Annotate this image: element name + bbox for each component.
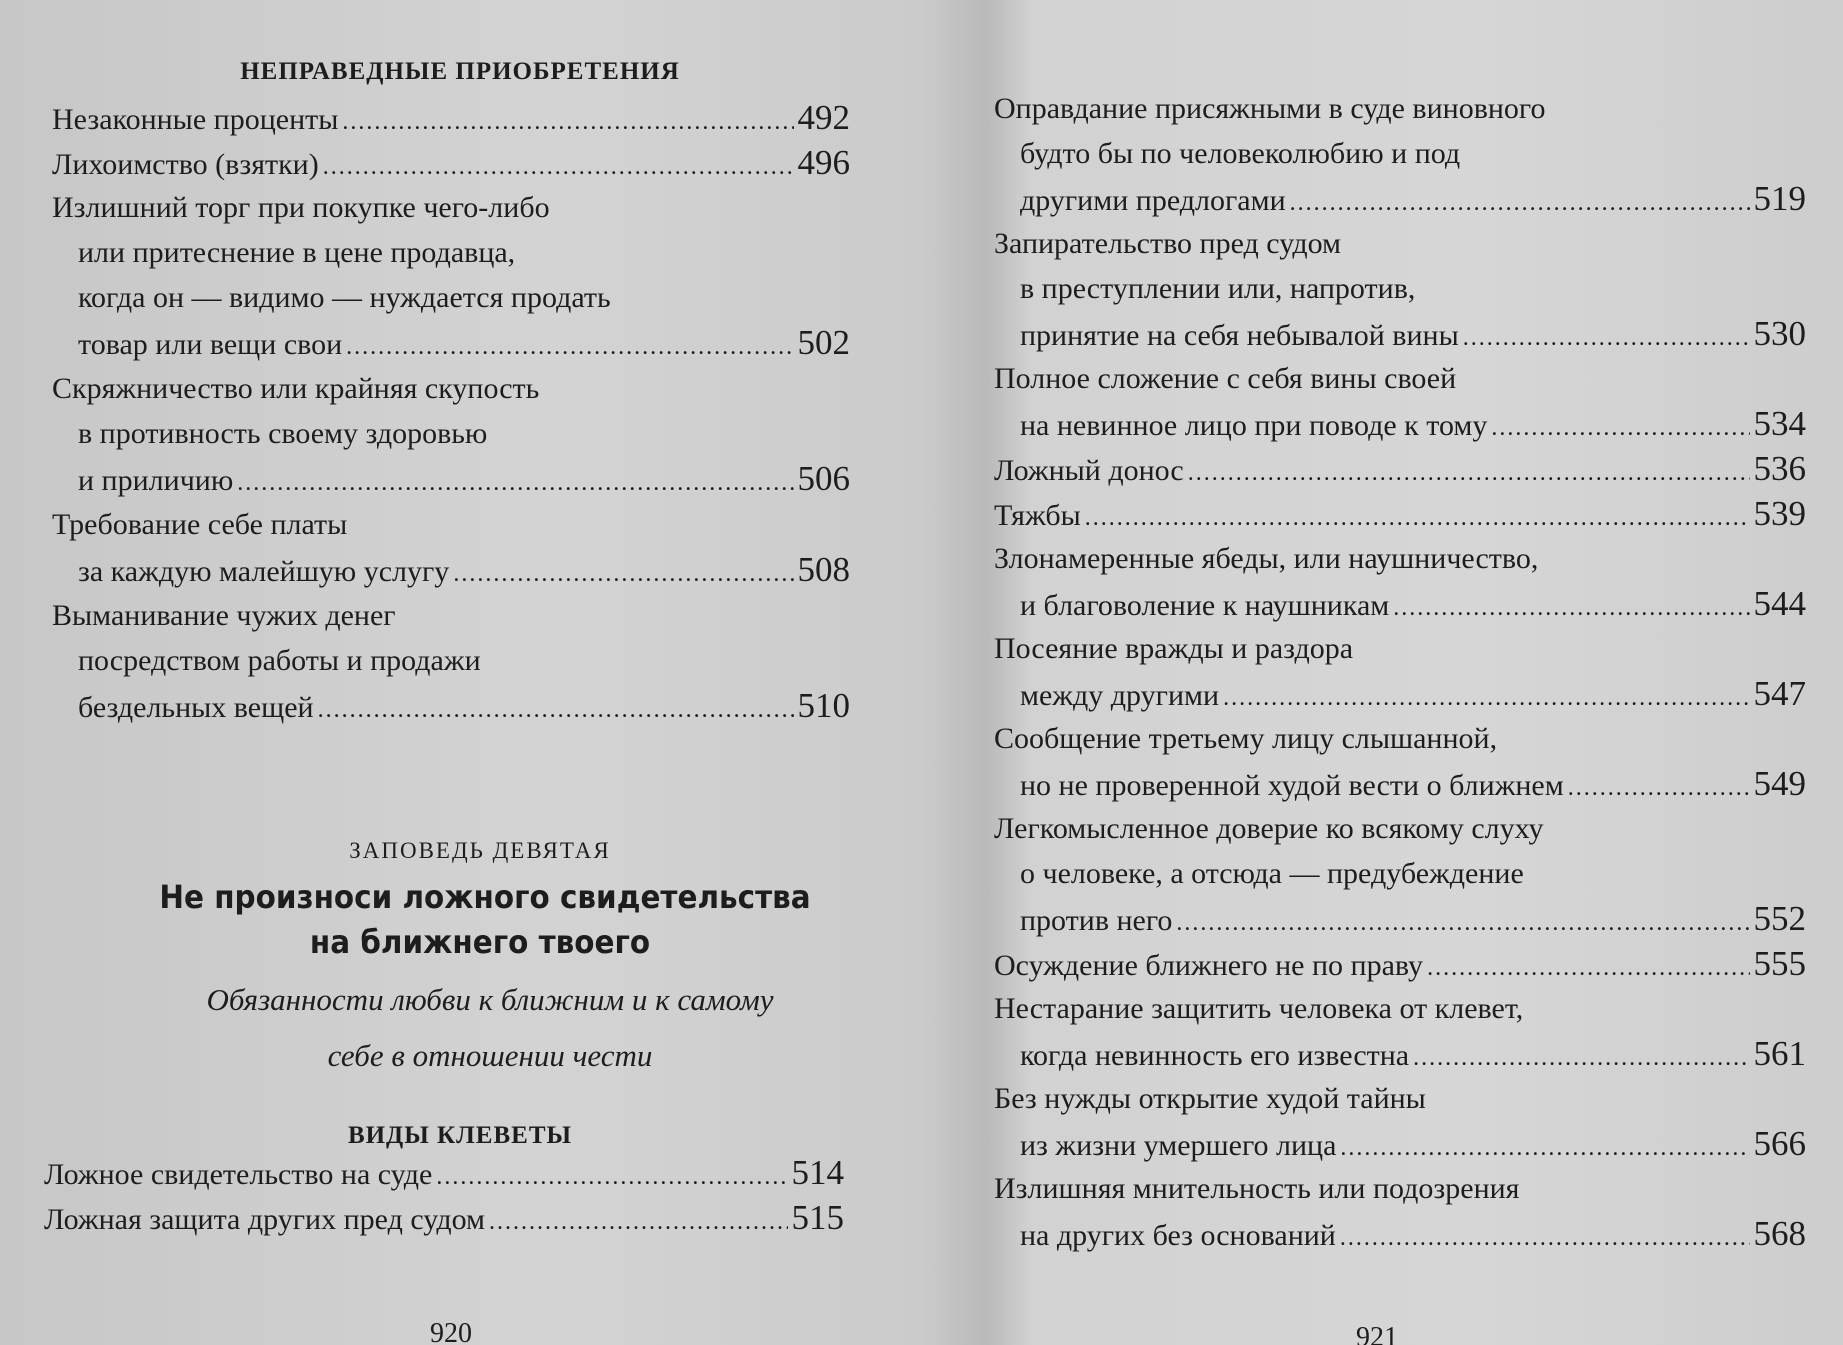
toc-entry-line bbox=[52, 593, 850, 638]
toc-page-number: 508 bbox=[797, 550, 850, 589]
toc-entry-text: Запирательство пред судом bbox=[994, 227, 1342, 260]
toc-page-number: 506 bbox=[797, 459, 850, 498]
commandment-title-line-2: на ближнего твоего bbox=[309, 923, 651, 961]
toc-entry-text: Тяжбы bbox=[994, 499, 1081, 532]
toc-page-number: 534 bbox=[1753, 404, 1806, 443]
toc-entry-line bbox=[52, 502, 850, 547]
toc-entry-text: но не проверенной худой вести о ближнем bbox=[1020, 769, 1564, 802]
duties-line-1: Обязанности любви к ближним и к самому bbox=[206, 982, 774, 1017]
toc-entry bbox=[52, 366, 850, 501]
toc-entry-line bbox=[994, 1031, 1806, 1076]
toc-entry-text: на невинное лицо при поводе к тому bbox=[1020, 409, 1488, 442]
toc-page-number: 544 bbox=[1753, 584, 1806, 623]
toc-entry bbox=[52, 95, 850, 140]
toc-entry-text: Выманивание чужих денег bbox=[52, 599, 396, 632]
toc-entry-text: на других без оснований bbox=[1020, 1219, 1336, 1252]
toc-entry-line bbox=[52, 638, 850, 683]
toc-entry-text: Злонамеренные ябеды, или наушничество, bbox=[994, 542, 1539, 575]
toc-entry-text: за каждую малейшую услугу bbox=[78, 555, 450, 588]
toc-entry-line bbox=[994, 176, 1806, 221]
toc-entry-text: Сообщение третьему лицу слышанной, bbox=[994, 722, 1498, 755]
toc-entry bbox=[994, 356, 1806, 446]
toc-entry-text: принятие на себя небывалой вины bbox=[1020, 319, 1459, 352]
toc-entry-line bbox=[994, 266, 1806, 311]
toc-entry-line bbox=[52, 185, 850, 230]
toc-entry-text: между другими bbox=[1020, 679, 1220, 712]
toc-entry-text: Оправдание присяжными в суде виновного bbox=[994, 92, 1546, 125]
toc-entry-line bbox=[52, 683, 850, 728]
toc-entry-text: посредством работы и продажи bbox=[78, 644, 481, 677]
toc-page-number: 496 bbox=[797, 143, 850, 182]
toc-entry-text: Полное сложение с себя вины своей bbox=[994, 362, 1457, 395]
toc-page-number: 547 bbox=[1753, 674, 1806, 713]
toc-entry bbox=[52, 185, 850, 365]
toc-entry-text: Без нужды открытие худой тайны bbox=[994, 1082, 1426, 1115]
dot-leader bbox=[1413, 1036, 1749, 1081]
toc-entry bbox=[52, 593, 850, 728]
toc-entry-line bbox=[994, 1076, 1806, 1121]
toc-entry-text: Легкомысленное доверие ко всякому слуху bbox=[994, 812, 1544, 845]
toc-entry-text: в противность своему здоровью bbox=[78, 417, 488, 450]
toc-entry-line bbox=[52, 95, 850, 140]
toc-entry-line bbox=[994, 311, 1806, 356]
toc-entry-line bbox=[994, 536, 1806, 581]
toc-entry-line bbox=[52, 366, 850, 411]
toc-entry-text: против него bbox=[1020, 904, 1173, 937]
toc-entry-text: будто бы по человеколюбию и под bbox=[1020, 137, 1461, 170]
toc-page-number: 536 bbox=[1753, 449, 1806, 488]
toc-entry-line bbox=[994, 131, 1806, 176]
toc-entry-line bbox=[52, 320, 850, 365]
dot-leader bbox=[1491, 406, 1749, 451]
dot-leader bbox=[436, 1155, 787, 1200]
dot-leader bbox=[1427, 946, 1749, 991]
toc-page-number: 492 bbox=[797, 98, 850, 137]
toc-entry-text: когда он — видимо — нуждается продать bbox=[78, 281, 611, 314]
right-toc-entries bbox=[994, 86, 1806, 1256]
toc-entry-text: или притеснение в цене продавца, bbox=[78, 236, 516, 269]
toc-entry-text: бездельных вещей bbox=[78, 691, 314, 724]
toc-page-number: 561 bbox=[1753, 1034, 1806, 1073]
dot-leader bbox=[1568, 766, 1750, 811]
dot-leader bbox=[346, 325, 793, 370]
dot-leader bbox=[1340, 1126, 1749, 1171]
toc-entry-line bbox=[994, 86, 1806, 131]
toc-entry bbox=[44, 1150, 844, 1195]
toc-entry-text: Ложное свидетельство на суде bbox=[44, 1158, 433, 1191]
toc-entry-text: когда невинность его известна bbox=[1020, 1039, 1410, 1072]
left-toc-entries bbox=[52, 95, 850, 728]
dot-leader bbox=[1463, 316, 1750, 361]
toc-entry-line bbox=[994, 626, 1806, 671]
toc-entry-text: товар или вещи свои bbox=[78, 328, 343, 361]
toc-entry-text: Незаконные проценты bbox=[52, 103, 339, 136]
toc-entry-line bbox=[52, 275, 850, 320]
dot-leader bbox=[1340, 1216, 1750, 1261]
commandment-label: ЗАПОВЕДЬ ДЕВЯТАЯ bbox=[349, 838, 611, 863]
toc-entry bbox=[994, 941, 1806, 986]
toc-entry-text: в преступлении или, напротив, bbox=[1020, 272, 1416, 305]
toc-entry bbox=[994, 491, 1806, 536]
left-page-number: 920 bbox=[430, 1318, 472, 1345]
toc-page-number: 566 bbox=[1753, 1124, 1806, 1163]
toc-entry bbox=[994, 1076, 1806, 1166]
toc-entry bbox=[994, 716, 1806, 806]
toc-entry bbox=[52, 502, 850, 592]
dot-leader bbox=[453, 552, 793, 597]
toc-entry-line bbox=[994, 896, 1806, 941]
toc-page-number: 519 bbox=[1753, 179, 1806, 218]
dot-leader bbox=[1176, 901, 1749, 946]
toc-entry-text: Требование себе платы bbox=[52, 508, 348, 541]
toc-entry bbox=[994, 536, 1806, 626]
toc-entry-text: Излишняя мнительность или подозрения bbox=[994, 1172, 1520, 1205]
dot-leader bbox=[323, 145, 794, 190]
toc-entry-text: Посеяние вражды и раздора bbox=[994, 632, 1354, 665]
toc-entry bbox=[994, 986, 1806, 1076]
right-page-number: 921 bbox=[1356, 1322, 1398, 1345]
toc-entry-line bbox=[52, 230, 850, 275]
dot-leader bbox=[342, 100, 793, 145]
toc-entry-text: из жизни умершего лица bbox=[1020, 1129, 1337, 1162]
section-heading-unrighteous-gains: НЕПРАВЕДНЫЕ ПРИОБРЕТЕНИЯ bbox=[240, 58, 680, 85]
toc-entry-line bbox=[994, 851, 1806, 896]
toc-entry-line bbox=[994, 1166, 1806, 1211]
toc-page-number: 514 bbox=[791, 1153, 844, 1192]
dot-leader bbox=[1188, 451, 1750, 496]
commandment-title-line-1: Не произноси ложного свидетельства bbox=[159, 878, 811, 916]
toc-entry-line bbox=[44, 1195, 844, 1240]
toc-entry bbox=[994, 86, 1806, 221]
toc-entry-line bbox=[994, 1211, 1806, 1256]
right-page bbox=[968, 0, 1843, 1345]
toc-entry-line bbox=[994, 401, 1806, 446]
toc-entry-line bbox=[994, 761, 1806, 806]
toc-entry-text: Ложная защита других пред судом bbox=[44, 1203, 486, 1236]
toc-page-number: 515 bbox=[791, 1198, 844, 1237]
toc-page-number: 555 bbox=[1753, 944, 1806, 983]
toc-entry-line bbox=[52, 140, 850, 185]
toc-entry-text: Скряжничество или крайняя скупость bbox=[52, 372, 540, 405]
dot-leader bbox=[318, 688, 794, 733]
toc-page-number: 549 bbox=[1753, 764, 1806, 803]
toc-entry-line bbox=[52, 411, 850, 456]
toc-page-number: 502 bbox=[797, 323, 850, 362]
toc-page-number: 552 bbox=[1753, 899, 1806, 938]
toc-entry bbox=[994, 446, 1806, 491]
dot-leader bbox=[489, 1200, 787, 1245]
section-heading-types-of-slander: ВИДЫ КЛЕВЕТЫ bbox=[347, 1122, 573, 1149]
toc-page-number: 568 bbox=[1753, 1214, 1806, 1253]
toc-entry-line bbox=[52, 547, 850, 592]
toc-entry bbox=[994, 626, 1806, 716]
toc-entry-line bbox=[994, 221, 1806, 266]
left-page bbox=[0, 0, 905, 1345]
duties-line-2: себе в отношении чести bbox=[327, 1038, 653, 1073]
toc-entry-line bbox=[994, 716, 1806, 761]
toc-entry-line bbox=[994, 941, 1806, 986]
toc-page-number: 539 bbox=[1753, 494, 1806, 533]
toc-entry-text: Нестарание защитить человека от клевет, bbox=[994, 992, 1524, 1025]
toc-entry-line bbox=[994, 806, 1806, 851]
toc-entry-text: Излишний торг при покупке чего-либо bbox=[52, 191, 550, 224]
toc-entry-text: и благоволение к наушникам bbox=[1020, 589, 1390, 622]
toc-entry-text: Лихоимство (взятки) bbox=[52, 148, 319, 181]
dot-leader bbox=[237, 461, 793, 506]
dot-leader bbox=[1393, 586, 1749, 631]
dot-leader bbox=[1290, 181, 1750, 226]
toc-entry-line bbox=[994, 356, 1806, 401]
toc-entry bbox=[994, 806, 1806, 941]
toc-entry-text: о человеке, а отсюда — предубеждение bbox=[1020, 857, 1524, 890]
toc-entry-line bbox=[994, 581, 1806, 626]
toc-entry-line bbox=[44, 1150, 844, 1195]
toc-entry bbox=[994, 221, 1806, 356]
toc-entry-line bbox=[994, 671, 1806, 716]
dot-leader bbox=[1223, 676, 1749, 721]
toc-page-number: 510 bbox=[797, 686, 850, 725]
toc-entry-line bbox=[994, 491, 1806, 536]
toc-entry-text: Ложный донос bbox=[994, 454, 1184, 487]
toc-entry-line bbox=[994, 986, 1806, 1031]
toc-entry-text: и приличию bbox=[78, 464, 234, 497]
dot-leader bbox=[1085, 496, 1750, 541]
toc-entry bbox=[994, 1166, 1806, 1256]
toc-entry-text: Осуждение ближнего не по праву bbox=[994, 949, 1424, 982]
toc-entry bbox=[44, 1195, 844, 1240]
toc-entry-line bbox=[994, 446, 1806, 491]
toc-page-number: 530 bbox=[1753, 314, 1806, 353]
toc-entry-line bbox=[52, 456, 850, 501]
slander-toc-entries bbox=[44, 1150, 844, 1240]
toc-entry-text: другими предлогами bbox=[1020, 184, 1286, 217]
toc-entry-line bbox=[994, 1121, 1806, 1166]
toc-entry bbox=[52, 140, 850, 185]
